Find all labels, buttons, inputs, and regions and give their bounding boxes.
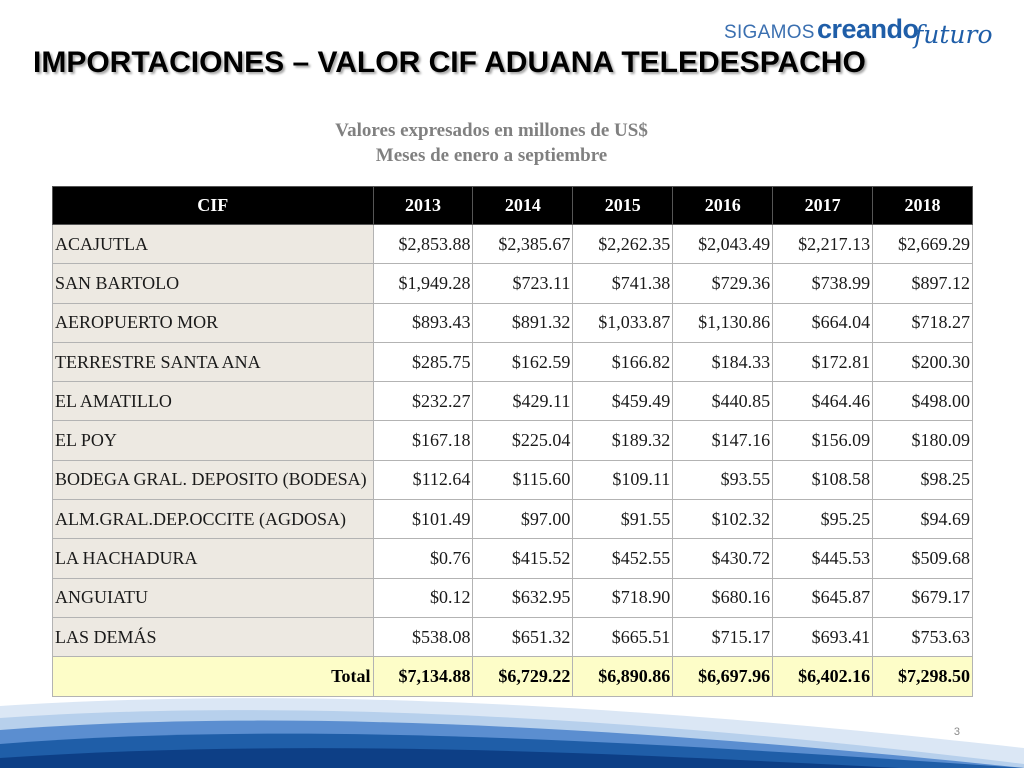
value-cell: $632.95 [473,578,573,617]
row-label: LA HACHADURA [53,539,374,578]
value-cell: $680.16 [673,578,773,617]
value-cell: $645.87 [773,578,873,617]
value-cell: $430.72 [673,539,773,578]
logo-text-futuro: futuro [914,20,993,49]
value-cell: $162.59 [473,342,573,381]
value-cell: $429.11 [473,382,573,421]
value-cell: $2,385.67 [473,225,573,264]
value-cell: $440.85 [673,382,773,421]
table-row [53,382,973,421]
row-label: SAN BARTOLO [53,264,374,303]
table-row [53,460,973,499]
value-cell: $166.82 [573,342,673,381]
value-cell: $232.27 [373,382,473,421]
header-2018: 2018 [873,187,973,225]
logo-text-sigamos: SIGAMOS [724,22,815,43]
table-row [53,303,973,342]
row-label: BODEGA GRAL. DEPOSITO (BODESA) [53,460,374,499]
value-cell: $891.32 [473,303,573,342]
value-cell: $0.12 [373,578,473,617]
value-cell: $538.08 [373,617,473,656]
value-cell: $167.18 [373,421,473,460]
value-cell: $723.11 [473,264,573,303]
table-row [53,342,973,381]
value-cell: $147.16 [673,421,773,460]
header-2016: 2016 [673,187,773,225]
total-value-cell: $7,298.50 [873,657,973,696]
value-cell: $1,033.87 [573,303,673,342]
table-row [53,617,973,656]
table-body [53,225,973,697]
value-cell: $2,262.35 [573,225,673,264]
total-value-cell: $7,134.88 [373,657,473,696]
table-subtitle-period: Meses de enero a septiembre [375,145,608,166]
slide-title: IMPORTACIONES – VALOR CIF ADUANA TELEDESPACHO [33,46,866,79]
value-cell: $2,043.49 [673,225,773,264]
value-cell: $2,217.13 [773,225,873,264]
value-cell: $897.12 [873,264,973,303]
value-cell: $445.53 [773,539,873,578]
value-cell: $285.75 [373,342,473,381]
value-cell: $452.55 [573,539,673,578]
cif-imports-table [52,186,973,697]
table-header-row [53,187,973,225]
value-cell: $94.69 [873,500,973,539]
value-cell: $109.11 [573,460,673,499]
value-cell: $2,669.29 [873,225,973,264]
row-label: LAS DEMÁS [53,617,374,656]
value-cell: $200.30 [873,342,973,381]
total-value-cell: $6,729.22 [473,657,573,696]
header-2017: 2017 [773,187,873,225]
value-cell: $115.60 [473,460,573,499]
value-cell: $693.41 [773,617,873,656]
row-label: TERRESTRE SANTA ANA [53,342,374,381]
value-cell: $509.68 [873,539,973,578]
value-cell: $180.09 [873,421,973,460]
value-cell: $2,853.88 [373,225,473,264]
table-row [53,421,973,460]
row-label: ALM.GRAL.DEP.OCCITE (AGDOSA) [53,500,374,539]
value-cell: $225.04 [473,421,573,460]
row-label: EL POY [53,421,374,460]
total-value-cell: $6,697.96 [673,657,773,696]
value-cell: $464.46 [773,382,873,421]
value-cell: $498.00 [873,382,973,421]
total-value-cell: $6,890.86 [573,657,673,696]
header-2015: 2015 [573,187,673,225]
value-cell: $1,949.28 [373,264,473,303]
value-cell: $415.52 [473,539,573,578]
row-label: ANGUIATU [53,578,374,617]
table-row [53,225,973,264]
value-cell: $715.17 [673,617,773,656]
value-cell: $184.33 [673,342,773,381]
value-cell: $91.55 [573,500,673,539]
table-row [53,500,973,539]
value-cell: $893.43 [373,303,473,342]
header-2014: 2014 [473,187,573,225]
value-cell: $93.55 [673,460,773,499]
value-cell: $664.04 [773,303,873,342]
value-cell: $102.32 [673,500,773,539]
value-cell: $98.25 [873,460,973,499]
value-cell: $741.38 [573,264,673,303]
value-cell: $665.51 [573,617,673,656]
value-cell: $156.09 [773,421,873,460]
value-cell: $112.64 [373,460,473,499]
value-cell: $101.49 [373,500,473,539]
value-cell: $1,130.86 [673,303,773,342]
header-2013: 2013 [373,187,473,225]
table-row [53,539,973,578]
value-cell: $738.99 [773,264,873,303]
header-cif: CIF [53,187,374,225]
value-cell: $753.63 [873,617,973,656]
value-cell: $651.32 [473,617,573,656]
table-row [53,264,973,303]
decorative-swoosh [0,678,1024,768]
value-cell: $718.90 [573,578,673,617]
row-label: EL AMATILLO [53,382,374,421]
table-row [53,578,973,617]
row-label: ACAJUTLA [53,225,374,264]
table-subtitle-units: Valores expresados en millones de US$ [335,120,648,141]
row-label: AEROPUERTO MOR [53,303,374,342]
value-cell: $189.32 [573,421,673,460]
logo-text-creando: creando [817,14,919,44]
value-cell: $95.25 [773,500,873,539]
total-value-cell: $6,402.16 [773,657,873,696]
page-number: 3 [953,726,960,738]
value-cell: $718.27 [873,303,973,342]
total-label: Total [53,657,374,696]
value-cell: $679.17 [873,578,973,617]
value-cell: $97.00 [473,500,573,539]
value-cell: $729.36 [673,264,773,303]
value-cell: $108.58 [773,460,873,499]
value-cell: $0.76 [373,539,473,578]
value-cell: $459.49 [573,382,673,421]
value-cell: $172.81 [773,342,873,381]
